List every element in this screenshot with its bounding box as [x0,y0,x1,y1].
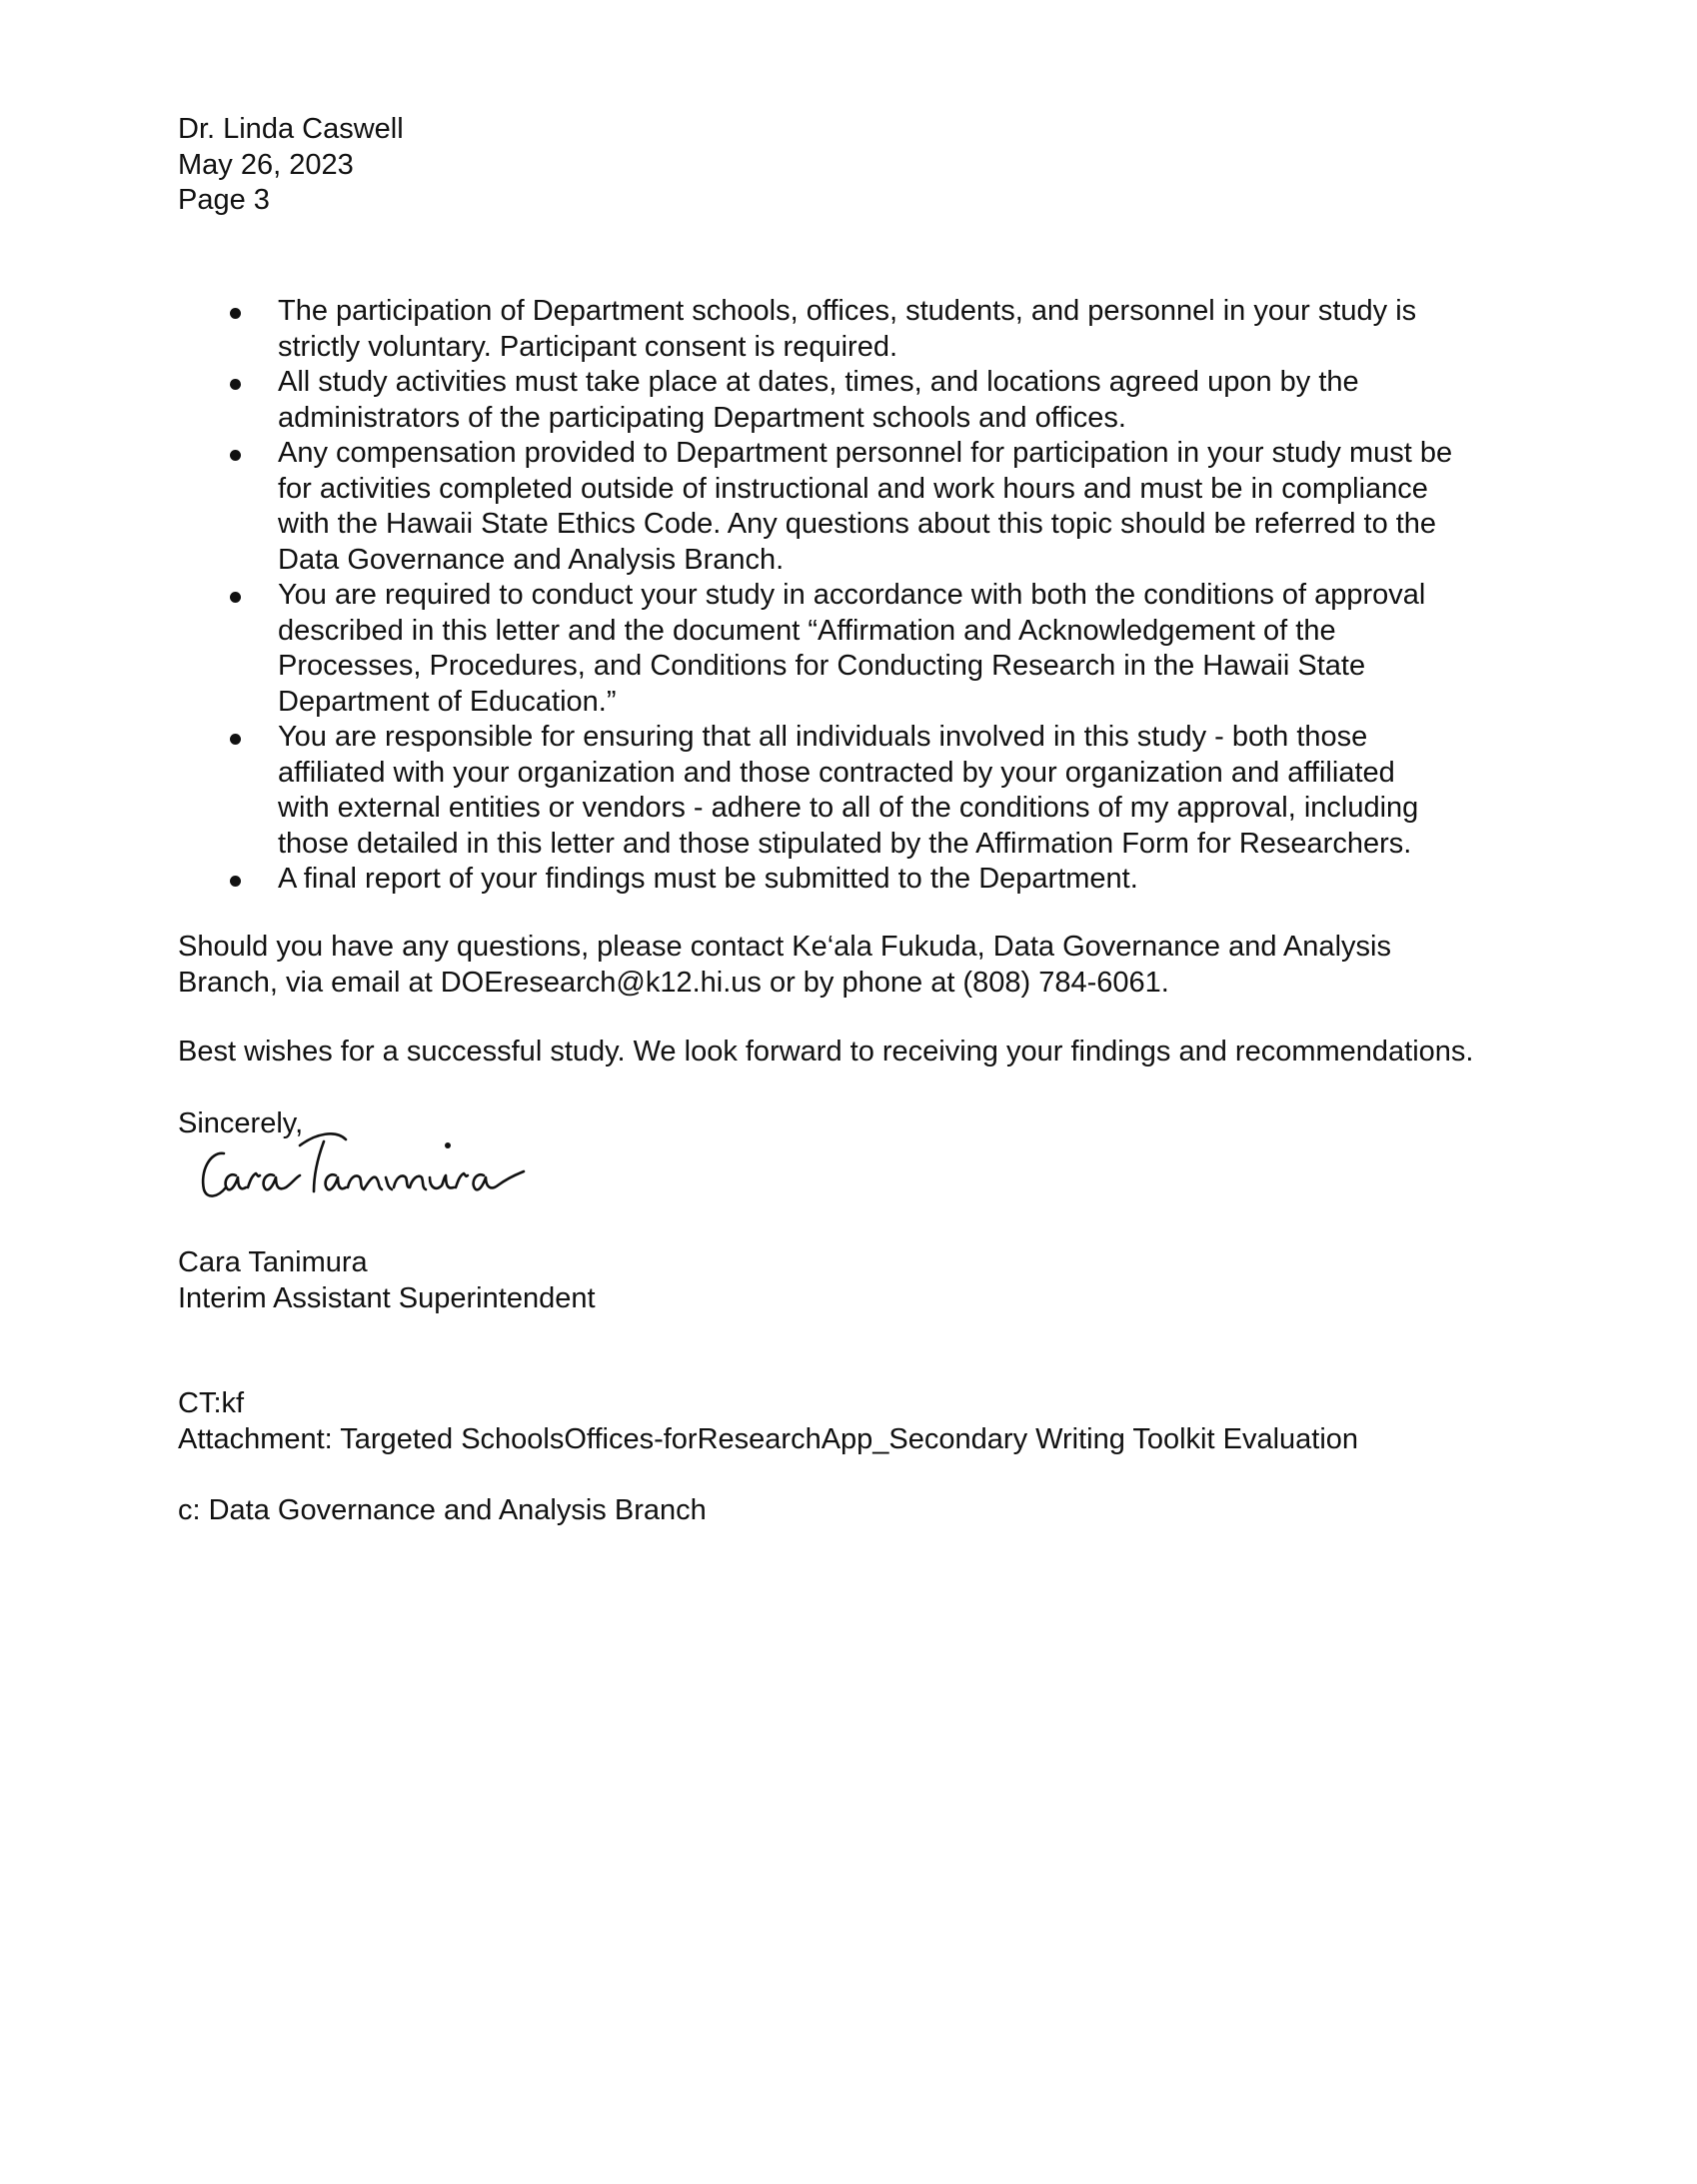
contact-line: Branch, via email at DOEresearch@k12.hi.us or by phone at (808) 784-6061. [178,966,1169,999]
list-item-line: those detailed in this letter and those stipulated by the Affirmation Form for Researchers. [278,827,1412,860]
reference-block [178,1386,1577,1457]
list-item [178,578,1577,720]
signer-title: Interim Assistant Superintendent [178,1281,596,1314]
list-item-line: A final report of your findings must be submitted to the Department. [278,863,1138,895]
list-item-line: Processes, Procedures, and Conditions for Conducting Research in the Hawaii State [278,650,1366,682]
carbon-copy-note: c: Data Governance and Analysis Branch [178,1494,707,1526]
handwritten-signature [196,1131,536,1211]
bullet-icon [230,734,241,745]
list-item-line: with the Hawaii State Ethics Code. Any questions about this topic should be referred to the [278,508,1437,540]
page-number: Page 3 [178,184,270,216]
list-item-line: Department of Education.” [278,685,617,718]
letter-header [178,112,1577,219]
bullet-icon [230,876,241,887]
signature-dot [445,1142,451,1148]
bullet-icon [230,379,241,390]
list-item-line: for activities completed outside of instructional and work hours and must be in compliance [278,472,1428,505]
recipient-name: Dr. Linda Caswell [178,113,404,145]
bullet-icon [230,308,241,319]
contact-paragraph [178,930,1577,1001]
contact-line: Should you have any questions, please contact Ke‘ala Fukuda, Data Governance and Analysis [178,931,1391,963]
list-item [178,720,1577,862]
list-item-line: You are responsible for ensuring that all individuals involved in this study - both those [278,721,1368,753]
approval-conditions-list [178,294,1577,898]
reference-initials: CT:kf [178,1387,245,1419]
list-item-line: strictly voluntary. Participant consent is required. [278,330,898,363]
list-item-line: affiliated with your organization and those contracted by your organization and affiliated [278,756,1395,789]
closing-salutation: Sincerely, [178,1107,304,1139]
letter-date: May 26, 2023 [178,148,354,181]
list-item [178,365,1577,436]
list-item-line: You are required to conduct your study in accordance with both the conditions of approval [278,579,1426,611]
bullet-icon [230,450,241,461]
list-item-line: The participation of Department schools, offices, students, and personnel in your study is [278,295,1417,327]
list-item-line: administrators of the participating Department schools and offices. [278,401,1126,434]
list-item-line: Any compensation provided to Department personnel for participation in your study must be [278,437,1453,469]
list-item-line: Data Governance and Analysis Branch. [278,543,785,576]
list-item [178,436,1577,578]
list-item-line: with external entities or vendors - adhere to all of the conditions of my approval, including [278,792,1419,824]
list-item [178,294,1577,365]
list-item-line: All study activities must take place at dates, times, and locations agreed upon by the [278,366,1359,398]
signer-name: Cara Tanimura [178,1246,368,1278]
list-item-line: described in this letter and the document “Affirmation and Acknowledgement of the [278,614,1336,647]
list-item [178,862,1577,898]
best-wishes-paragraph: Best wishes for a successful study. We look forward to receiving your findings and recommendations. [178,1036,1474,1068]
signer-block [178,1245,1577,1316]
attachment-note: Attachment: Targeted SchoolsOffices-forResearchApp_Secondary Writing Toolkit Evaluation [178,1422,1359,1455]
bullet-icon [230,592,241,603]
